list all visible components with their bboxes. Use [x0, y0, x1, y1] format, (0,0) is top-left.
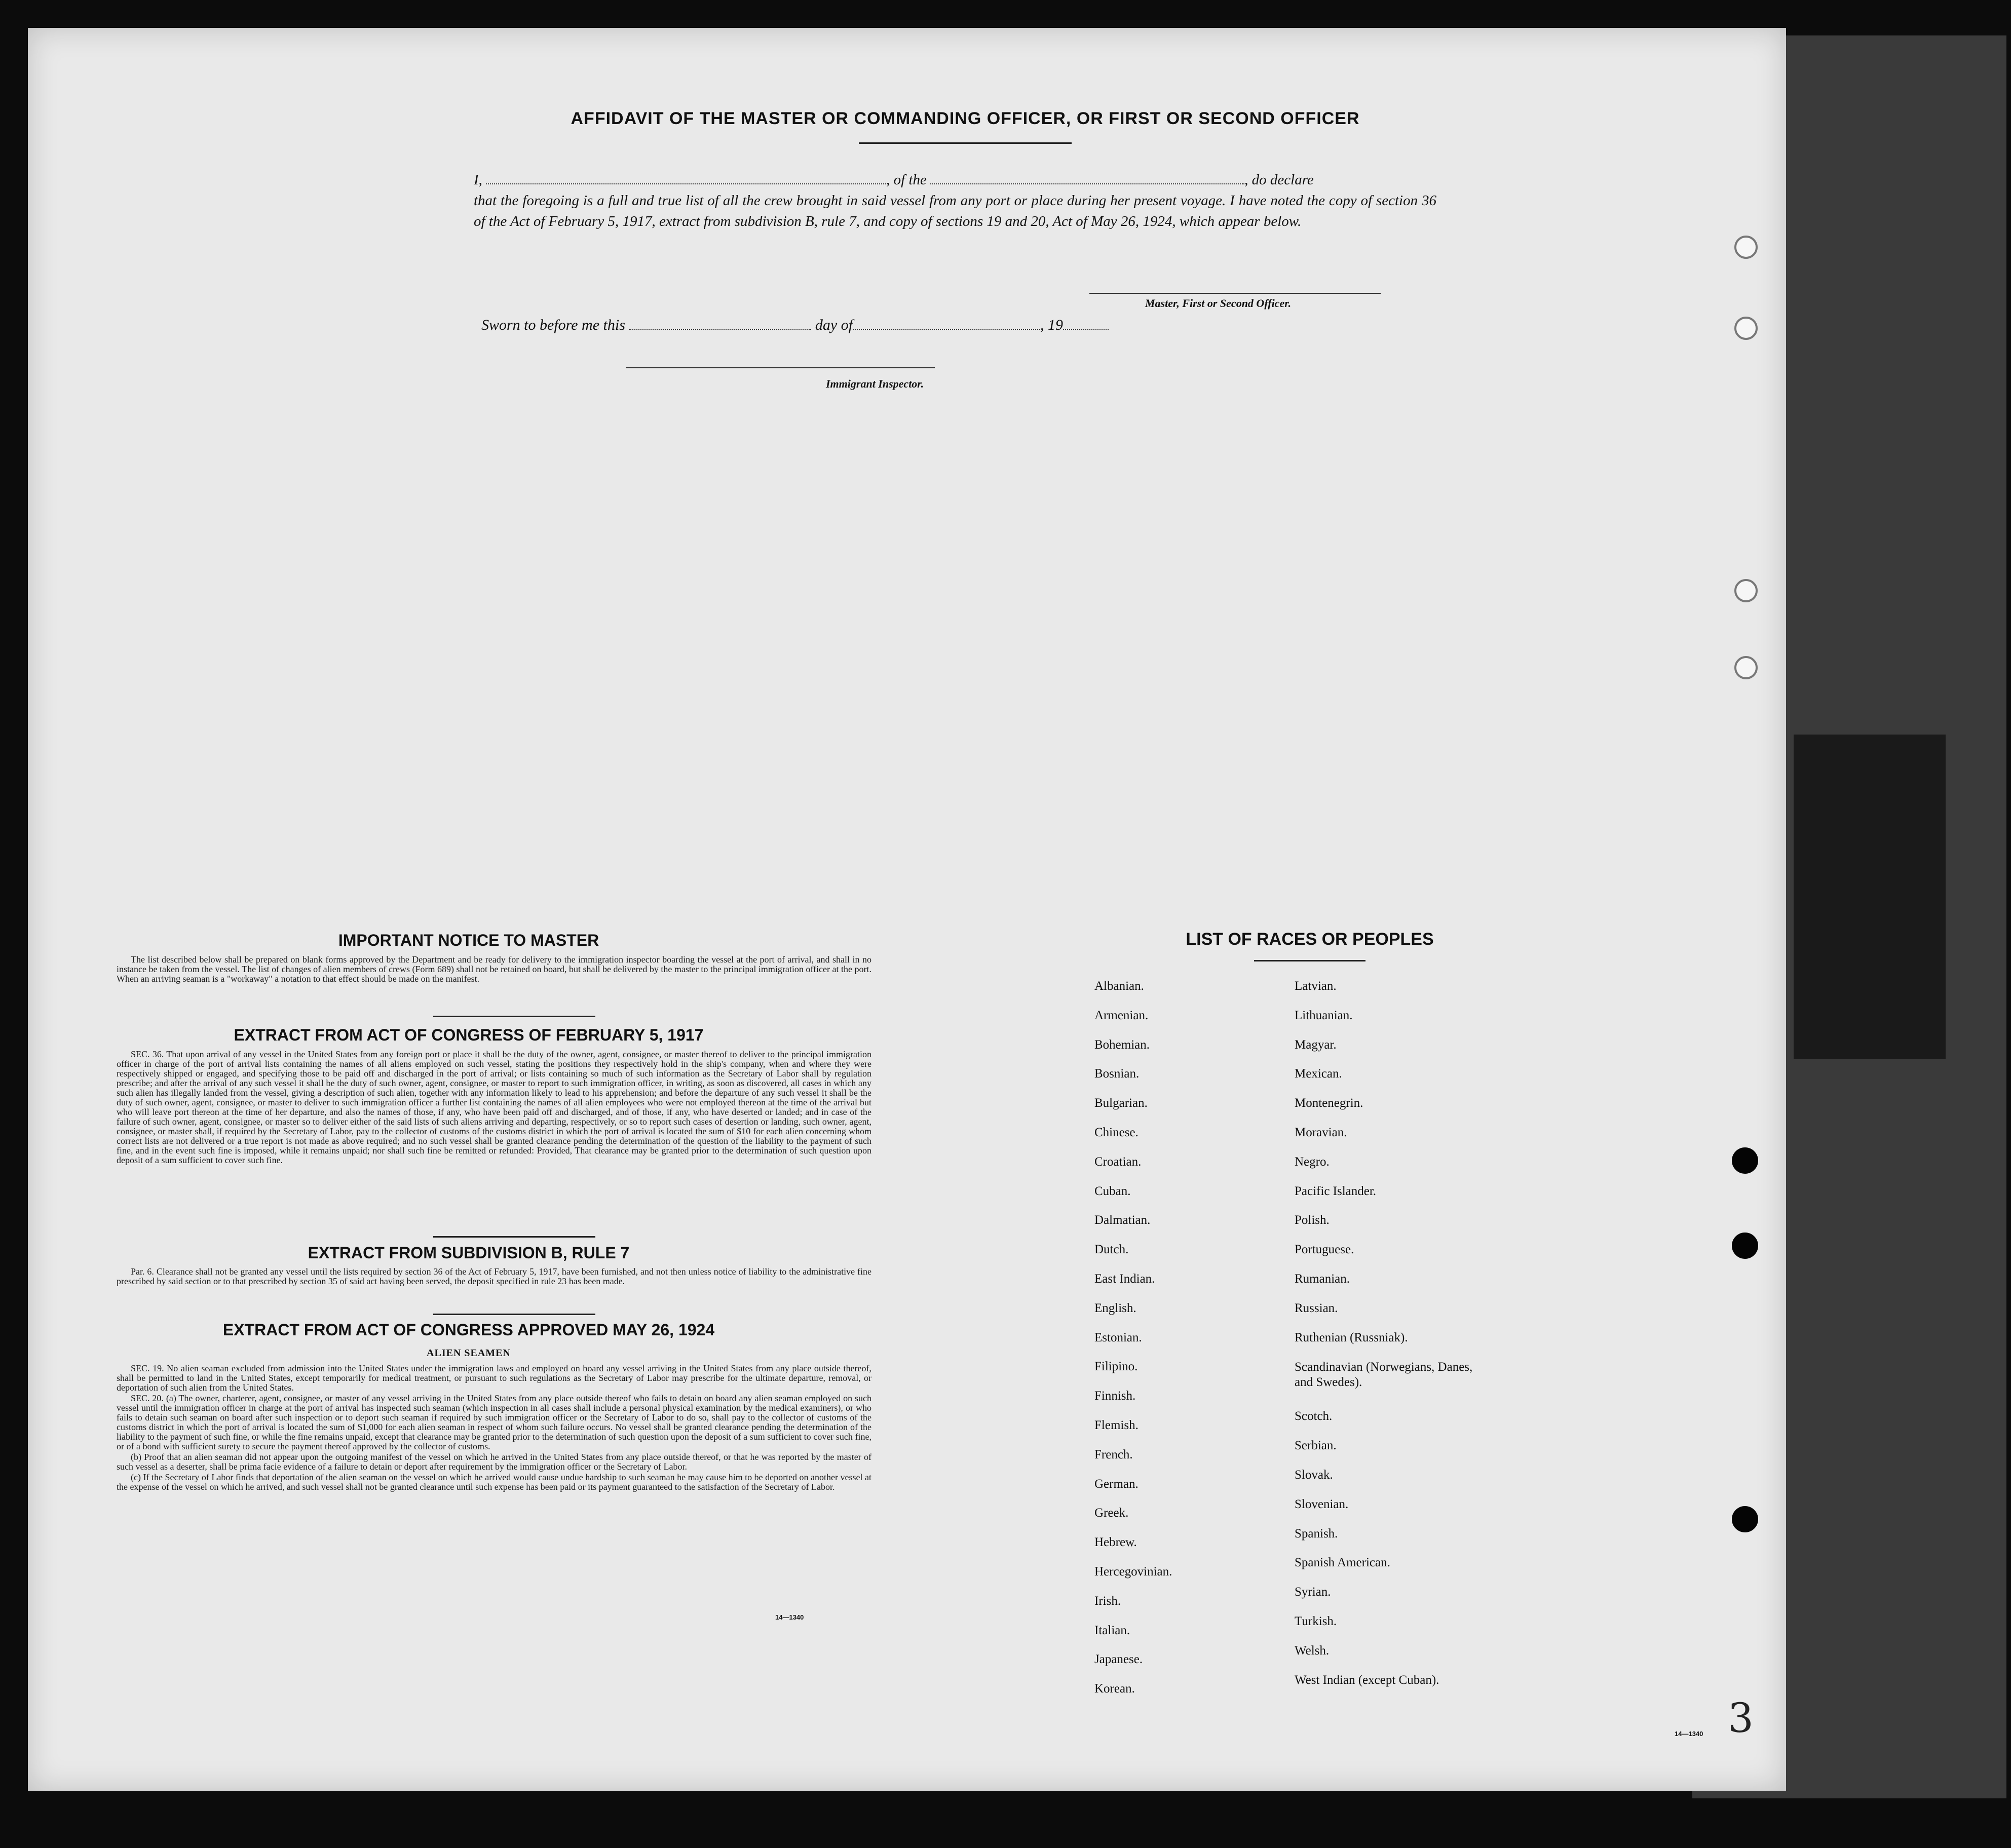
title-rule	[859, 142, 1072, 144]
race-item: Portuguese.	[1295, 1243, 1354, 1257]
punch-hole	[1732, 1233, 1758, 1259]
name-blank[interactable]	[486, 171, 886, 184]
i-label: I,	[474, 172, 482, 188]
extract-1924-text	[117, 1364, 871, 1493]
race-item: Moravian.	[1295, 1126, 1347, 1139]
race-item: German.	[1094, 1477, 1139, 1491]
punch-hole	[1732, 1147, 1758, 1174]
race-item: Mexican.	[1295, 1067, 1342, 1081]
race-item: Filipino.	[1094, 1360, 1138, 1374]
race-item: Lithuanian.	[1295, 1008, 1353, 1022]
sworn-prefix: Sworn to before me this	[481, 317, 625, 333]
punch-hole	[1734, 236, 1758, 259]
race-item: Chinese.	[1094, 1126, 1139, 1139]
race-item: Slovak.	[1295, 1468, 1333, 1482]
race-item: Pacific Islander.	[1295, 1184, 1377, 1198]
race-item: Dutch.	[1094, 1243, 1129, 1257]
race-item: Armenian.	[1094, 1008, 1149, 1022]
race-item: Greek.	[1094, 1506, 1129, 1520]
manifest-page-back	[28, 28, 1786, 1791]
race-item: Polish.	[1295, 1213, 1330, 1227]
race-item: Latvian.	[1295, 979, 1337, 993]
race-item: Welsh.	[1295, 1643, 1330, 1658]
affidavit-title: AFFIDAVIT OF THE MASTER OR COMMANDING OFFICER, OR FIRST OR SECOND OFFICER	[571, 109, 1360, 128]
do-declare-label: , do declare	[1244, 172, 1314, 188]
races-title: LIST OF RACES OR PEOPLES	[1186, 930, 1434, 949]
sworn-line	[481, 317, 1109, 334]
race-item: West Indian (except Cuban).	[1295, 1673, 1439, 1687]
extract-1917-text	[117, 1050, 871, 1166]
race-item: Spanish American.	[1295, 1556, 1390, 1570]
race-item: Estonian.	[1094, 1330, 1142, 1344]
punch-hole	[1734, 317, 1758, 340]
par-6-paragraph: Par. 6. Clearance shall not be granted any vessel until the lists required by section 36 of the Act of February 5, 1917, have been furnished, and not then unless notice of liability to the administrative fine prescribed by said section or to that prescribed by section 35 of said act having been served, the deposit specified in rule 23 has been made.	[117, 1266, 871, 1286]
sec-20c-paragraph: (c) If the Secretary of Labor finds that deportation of the alien seaman on the vessel on which he arrived would cause undue hardship to such seaman he may cause him to be deported on another vessel at the expense of the vessel on which he arrived, and such vessel shall not be granted clearance until such expense has been paid or its payment guaranteed to the satisfaction of the Secretary of Labor.	[117, 1472, 872, 1492]
alien-seamen-heading: ALIEN SEAMEN	[427, 1348, 511, 1359]
notice-paragraph: The list described below shall be prepared on blank forms approved by the Department and be ready for delivery to the immigration inspector boarding the vessel at the port of arrival, and shall in no instance be taken from the vessel. The list of changes of alien members of crews (Form 689) shall not be retained on board, but shall be delivered by the master to the principal immigration officer at the port. When an arriving seaman is a "workaway" a notation to that effect should be made on the manifest.	[117, 954, 871, 984]
race-item: Scotch.	[1295, 1409, 1333, 1423]
race-item: Korean.	[1094, 1682, 1135, 1696]
punch-hole	[1734, 579, 1758, 602]
section-36-paragraph: SEC. 36. That upon arrival of any vessel in the United States from any foreign port or place it shall be the duty of the owner, agent, consignee, or master thereof to deliver to the principal immigration officer in charge of the port of arrival lists containing the names of all aliens employed on such vessel, stating the positions they respectively hold in the ship's company, when and where they were respectively shipped or engaged, and specifying those to be paid off and discharged in the port of arrival; or lists containing so much of such information as the Secretary of Labor shall by regulation prescribe; and after the arrival of any such vessel it shall be the duty of such owner, agent, consignee, or master to report to such immigration officer, in writing, as soon as discovered, all cases in which any such alien has illegally landed from the vessel, giving a description of such alien, together with any information likely to lead to his apprehension; and before the departure of any such vessel it shall be the duty of such owner, agent, consignee, or master to deliver to such immigration officer a further list containing the names of all alien employees who were not employed thereon at the time of the arrival but who will leave port thereon at the time of her departure, and also the names of those, if any, who have been paid off and discharged, and of those, if any, who have deserted or landed; and in case of the failure of such owner, agent, consignee, or master so to deliver either of the said lists of such aliens arriving and departing, respectively, or so to report such cases of desertion or landing, such owner, agent, consignee, or master shall, if required by the Secretary of Labor, pay to the collector of customs of the customs district in which the port of arrival is located the sum of $10 for each alien concerning whom correct lists are not delivered or a true report is not made as above required; and no such vessel shall be granted clearance pending the determination of the question of the liability to the payment of such fine, and in the event such fine is imposed, while it remains unpaid; nor shall such fine be remitted or refunded: Provided, That clearance may be granted prior to the determination of such question upon deposit of a sum sufficient to cover such fine.	[117, 1049, 871, 1165]
corner-form-number: 14—1340	[1675, 1730, 1703, 1738]
sec-19-paragraph: SEC. 19. No alien seaman excluded from admission into the United States under the immigration laws and employed on board any vessel arriving in the United States from any place outside thereof, shall be permitted to land in the United States, except temporarily for medical treatment, or pursuant to such regulations as the Secretary of Labor may prescribe for the ultimate departure, removal, or deportation of such alien from the United States.	[117, 1363, 871, 1393]
race-item: Negro.	[1295, 1154, 1330, 1169]
of-the-label: , of the	[886, 172, 927, 188]
extract-rule7-title: EXTRACT FROM SUBDIVISION B, RULE 7	[308, 1244, 630, 1262]
race-item: Ruthenian (Russniak).	[1295, 1330, 1408, 1344]
extract-1917-title: EXTRACT FROM ACT OF CONGRESS OF FEBRUARY 5, 1917	[234, 1026, 704, 1044]
race-item: Dalmatian.	[1094, 1213, 1151, 1227]
race-item: French.	[1094, 1447, 1133, 1461]
day-of-label: day of	[815, 317, 853, 333]
race-item: Montenegrin.	[1295, 1096, 1363, 1110]
race-item: Turkish.	[1295, 1614, 1337, 1628]
race-item: Rumanian.	[1295, 1272, 1350, 1286]
race-item: Hebrew.	[1094, 1535, 1137, 1550]
section-rule	[433, 1314, 595, 1315]
month-blank[interactable]	[853, 317, 1040, 330]
race-item: Albanian.	[1094, 979, 1144, 993]
inspector-signature-line[interactable]	[626, 367, 935, 368]
race-item: Syrian.	[1295, 1585, 1331, 1599]
race-item: Flemish.	[1094, 1418, 1139, 1432]
race-item: English.	[1094, 1301, 1136, 1315]
day-blank[interactable]	[629, 317, 811, 330]
extract-rule7-text	[117, 1267, 871, 1287]
race-item: Croatian.	[1094, 1154, 1142, 1169]
affidavit-text: that the foregoing is a full and true list of all the crew brought in said vessel from any port or place during her present voyage. I have noted the copy of section 36 of the Act of February 5, 1917, extract from subdivision B, rule 7, and copy of sections 19 and 20, Act of May 26, 1924, which appear below.	[474, 192, 1436, 229]
race-item: Spanish.	[1295, 1526, 1338, 1541]
sec-20b-paragraph: (b) Proof that an alien seaman did not appear upon the outgoing manifest of the vessel on which he arrived in the United States from any place outside thereof, or that he was reported by the master of such vessel as a deserter, shall be prima facie evidence of a failure to detain or deport after requirement by the immigration officer or the Secretary of Labor.	[117, 1452, 871, 1472]
handwritten-mark: 3	[1728, 1695, 1754, 1742]
punch-hole	[1732, 1506, 1758, 1532]
race-item: East Indian.	[1094, 1272, 1155, 1286]
section-rule	[433, 1016, 595, 1017]
vessel-blank[interactable]	[930, 171, 1244, 184]
race-item: Bohemian.	[1094, 1037, 1150, 1052]
race-item: Cuban.	[1094, 1184, 1131, 1198]
race-item: Magyar.	[1295, 1037, 1337, 1052]
master-signature-line[interactable]	[1089, 293, 1381, 294]
inspector-label: Immigrant Inspector.	[826, 377, 924, 390]
race-item: Italian.	[1094, 1623, 1130, 1637]
extract-1924-title: EXTRACT FROM ACT OF CONGRESS APPROVED MAY 26, 1924	[222, 1321, 715, 1339]
races-title-rule	[1254, 960, 1365, 961]
section-rule	[433, 1236, 595, 1238]
affidavit-body	[474, 170, 1436, 232]
master-signature-label: Master, First or Second Officer.	[1145, 297, 1292, 310]
race-item: Irish.	[1094, 1594, 1121, 1608]
race-item: Finnish.	[1094, 1389, 1136, 1403]
year-blank[interactable]	[1063, 317, 1109, 330]
race-item: Hercegovinian.	[1094, 1565, 1172, 1578]
race-item: Scandinavian (Norwegians, Danes, and Swedes).	[1295, 1360, 1473, 1390]
sec-20a-paragraph: SEC. 20. (a) The owner, charterer, agent, consignee, or master of any vessel arriving in the United States from any place outside thereof who fails to detain on board any alien seaman employed on such vessel until the immigration officer in charge at the port of arrival has inspected such seaman (which inspection in all cases shall include a personal physical examination by the medical examiners), or who fails to detain such seaman on board after such inspection or to deport such seaman if required by such immigration officer or the Secretary of Labor to do so, shall pay to the collector of customs of the customs district in which the port of arrival is located the sum of $1,000 for each alien seaman in respect of whom such failure occurs. No vessel shall be granted clearance pending the determination of the liability to the payment of such fine, or while the fine remains unpaid, except that clearance may be granted prior to the determination of such question upon the deposit of a sum sufficient to cover such fine, or of a bond with sufficient surety to secure the payment thereof approved by the collector of customs.	[117, 1393, 871, 1451]
notice-text	[117, 955, 871, 985]
form-number: 14—1340	[775, 1613, 804, 1621]
race-item: Bosnian.	[1094, 1067, 1140, 1081]
race-item: Bulgarian.	[1094, 1096, 1148, 1110]
year-prefix: , 19	[1040, 317, 1064, 333]
race-item: Slovenian.	[1295, 1497, 1349, 1511]
race-item: Serbian.	[1295, 1439, 1337, 1453]
race-item: Japanese.	[1094, 1652, 1143, 1667]
punch-hole	[1734, 656, 1758, 679]
notice-title: IMPORTANT NOTICE TO MASTER	[338, 931, 599, 949]
race-item: Russian.	[1295, 1301, 1338, 1315]
